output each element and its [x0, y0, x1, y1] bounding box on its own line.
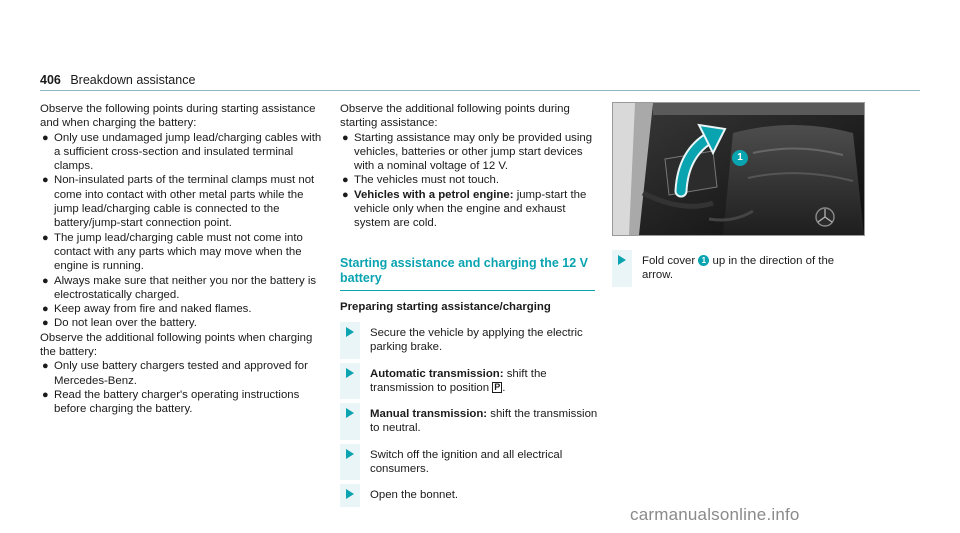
section-heading: Starting assistance and charging the 12 V battery	[340, 255, 588, 286]
list-item: ● Only use battery chargers tested and approved for Mercedes-Benz.	[42, 360, 308, 387]
column-right	[612, 102, 922, 283]
charging-additional-intro: Observe the additional following points when charging the battery:	[40, 331, 313, 359]
step-arrow-icon	[346, 368, 354, 378]
list-item: ● Keep away from fire and naked flames.	[42, 303, 252, 316]
list-item: ● Do not lean over the battery.	[42, 317, 197, 330]
watermark: carmanualsonline.info	[630, 505, 800, 524]
starting-assist-list	[340, 131, 598, 231]
list-item: ● Always make sure that neither you nor the battery is electrostatically charged.	[42, 274, 317, 301]
step-arrow-icon	[346, 408, 354, 418]
list-item: ● Vehicles with a petrol engine: jump-start the vehicle only when the engine and exhaust system are cold.	[342, 188, 587, 230]
step-item: Secure the vehicle by applying the electric parking brake.	[340, 326, 598, 355]
step-arrow-icon	[618, 255, 626, 265]
charging-precautions-list	[40, 131, 330, 331]
list-item: ● Only use undamaged jump lead/charging cables with a sufficient cross-section and insulated terminal clamps.	[42, 131, 322, 173]
gear-p-symbol: P	[494, 381, 501, 392]
header-rule	[40, 90, 920, 91]
step-item: Switch off the ignition and all electrical consumers.	[340, 448, 598, 477]
list-item: ● Non-insulated parts of the terminal clamps must not come into contact with other metal parts while the jump lead/charging cable is connected to the battery/jump-start connection point.	[42, 174, 315, 230]
bullet-icon: ●	[342, 131, 349, 144]
section-rule	[340, 290, 595, 291]
bullet-icon: ●	[42, 274, 49, 287]
step-item: Fold cover 1 up in the direction of the arrow.	[612, 254, 852, 283]
bullet-icon: ●	[42, 317, 49, 330]
charging-intro: Observe the following points during starting assistance and when charging the battery:	[40, 103, 316, 130]
bullet-icon: ●	[42, 388, 49, 401]
bullet-icon: ●	[42, 360, 49, 373]
step-arrow-icon	[346, 327, 354, 337]
list-item: ● Starting assistance may only be provided using vehicles, batteries or other jump start devices with a nominal voltage of 12 V.	[342, 131, 593, 173]
step-arrow-icon	[346, 449, 354, 459]
column-middle	[340, 102, 598, 503]
bullet-icon: ●	[342, 174, 349, 187]
starting-assist-intro: Observe the additional following points during starting assistance:	[340, 103, 570, 130]
column-left	[40, 102, 330, 417]
callout-1: 1	[732, 150, 748, 166]
bullet-icon: ●	[42, 303, 49, 316]
list-item: ● Read the battery charger's operating instructions before charging the battery.	[42, 388, 300, 416]
engine-bay-illustration	[613, 103, 864, 235]
callout-badge: 1	[698, 255, 709, 266]
subheading: Preparing starting assistance/charging	[340, 300, 551, 313]
bullet-icon: ●	[42, 174, 49, 187]
list-item: ● The jump lead/charging cable must not come into contact with any parts which may move when the engine is running.	[42, 231, 303, 273]
page-number: 406	[40, 73, 61, 87]
page-header	[40, 73, 195, 87]
step-item: Open the bonnet.	[340, 488, 598, 502]
list-item: ● The vehicles must not touch.	[342, 174, 499, 187]
bullet-icon: ●	[342, 188, 349, 201]
charging-additional-list	[40, 359, 330, 416]
page-section-title: Breakdown assistance	[70, 73, 196, 87]
step-item: Manual transmission: shift the transmission to neutral.	[340, 407, 598, 436]
engine-bay-photo	[612, 102, 865, 236]
bullet-icon: ●	[42, 231, 49, 244]
step-arrow-icon	[346, 489, 354, 499]
bullet-icon: ●	[42, 131, 49, 144]
step-item: Automatic transmission: shift the transmission to position P .	[340, 367, 598, 396]
